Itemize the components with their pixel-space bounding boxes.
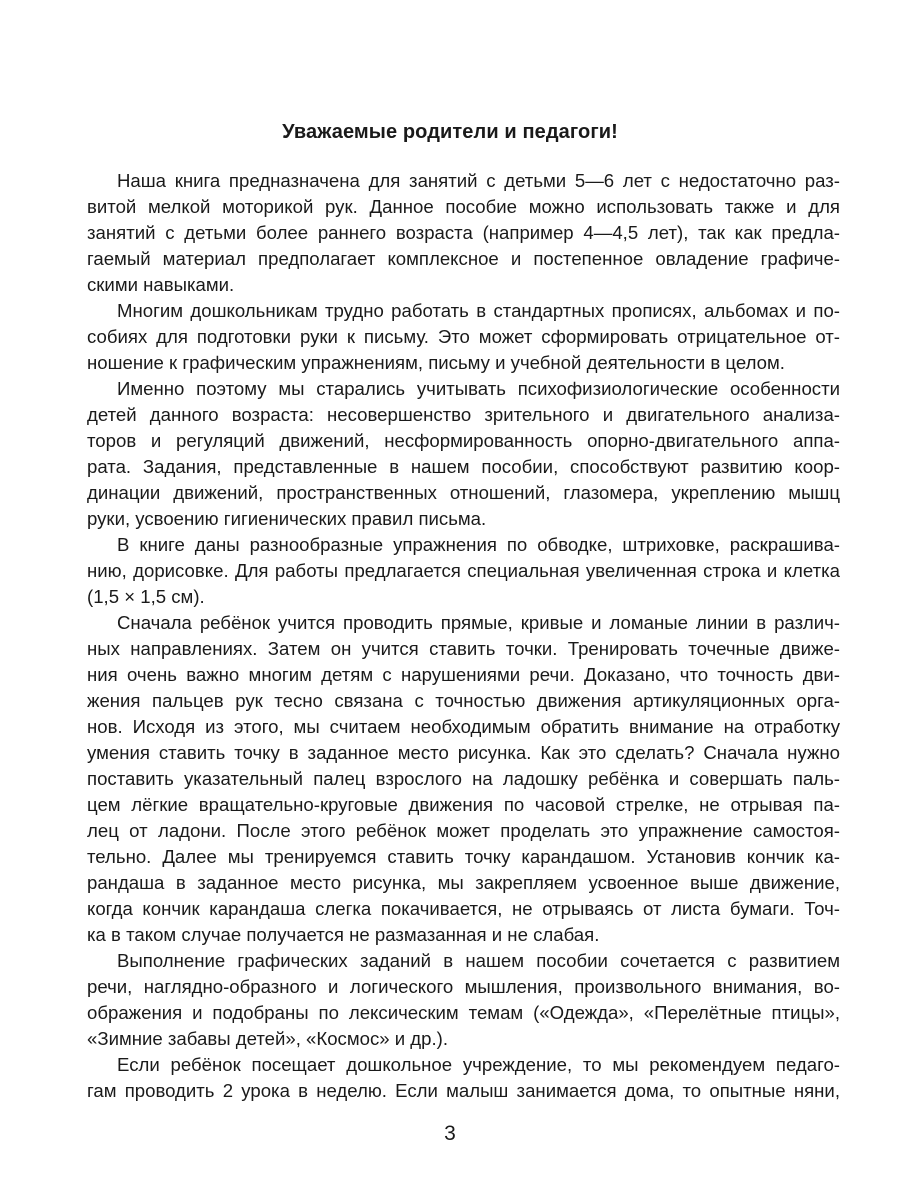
text-line: торов и регуляций движений, несформированность опорно-двигательного аппа- [87,430,840,451]
text-line: рандаша в заданное место рисунка, мы закрепляем усвоенное выше движение, [87,872,840,893]
text-line: детей данного возраста: несовершенство зрительного и двигательного анализа- [87,404,840,425]
text-line: Выполнение графических заданий в нашем пособии сочетается с развитием [117,950,840,971]
text-line: цем лёгкие вращательно-круговые движения по часовой стрелке, не отрывая па- [87,794,840,815]
text-line: нов. Исходя из этого, мы считаем необходимым обратить внимание на отработку [87,716,840,737]
text-line: гам проводить 2 урока в неделю. Если малыш занимается дома, то опытные няни, [87,1080,840,1101]
text-line: В книге даны разнообразные упражнения по обводке, штриховке, раскрашива- [117,534,840,555]
text-line: нию, дорисовке. Для работы предлагается специальная увеличенная строка и клетка [87,560,840,581]
text-line: ния очень важно многим детям с нарушениями речи. Доказано, что точность дви- [87,664,840,685]
text-line: гаемый материал предполагает комплексное и постепенное овладение графиче- [87,248,840,269]
text-line: динации движений, пространственных отношений, глазомера, укреплению мышц [87,482,840,503]
text-line: ных направлениях. Затем он учится ставить точки. Тренировать точечные движе- [87,638,840,659]
text-line: Сначала ребёнок учится проводить прямые, кривые и ломаные линии в различ- [117,612,840,633]
text-line: собиях для подготовки руки к письму. Это может сформировать отрицательное от- [87,326,840,347]
text-line: рата. Задания, представленные в нашем пособии, способствуют развитию коор- [87,456,840,477]
text-line: витой мелкой моторикой рук. Данное пособие можно использовать также и для [87,196,840,217]
text-line: умения ставить точку в заданное место рисунка. Как это сделать? Сначала нужно [87,742,840,763]
text-line: руки, усвоению гигиенических правил письма. [87,508,487,529]
text-line: ка в таком случае получается не размазанная и не слабая. [87,924,600,945]
text-line: (1,5 × 1,5 см). [87,586,205,607]
text-line: Многим дошкольникам трудно работать в стандартных прописях, альбомах и по- [117,300,840,321]
text-line: занятий с детьми более раннего возраста (например 4—4,5 лет), так как предла- [87,222,840,243]
page-title: Уважаемые родители и педагоги! [282,121,618,143]
text-line: тельно. Далее мы тренируемся ставить точку карандашом. Установив кончик ка- [87,846,840,867]
text-line: речи, наглядно-образного и логического мышления, произвольного внимания, во- [87,976,840,997]
text-line: ображения и подобраны по лексическим темам («Одежда», «Перелётные птицы», [87,1002,840,1023]
text-line: «Зимние забавы детей», «Космос» и др.). [87,1028,449,1049]
page-number: 3 [444,1122,456,1145]
text-line: ношение к графическим упражнениям, письму и учебной деятельности в целом. [87,352,785,373]
text-line: когда кончик карандаша слегка покачивается, не отрываясь от листа бумаги. Точ- [87,898,840,919]
text-line: скими навыками. [87,274,235,295]
text-line: Именно поэтому мы старались учитывать психофизиологические особенности [117,378,840,399]
text-line: поставить указательный палец взрослого на ладошку ребёнка и совершать паль- [87,768,840,789]
text-line: лец от ладони. После этого ребёнок может проделать это упражнение самостоя- [87,820,840,841]
text-line: Если ребёнок посещает дошкольное учреждение, то мы рекомендуем педаго- [117,1054,840,1075]
text-line: Наша книга предназначена для занятий с детьми 5—6 лет с недостаточно раз- [117,170,840,191]
text-line: жения пальцев рук тесно связана с точностью движения артикуляционных орга- [87,690,840,711]
